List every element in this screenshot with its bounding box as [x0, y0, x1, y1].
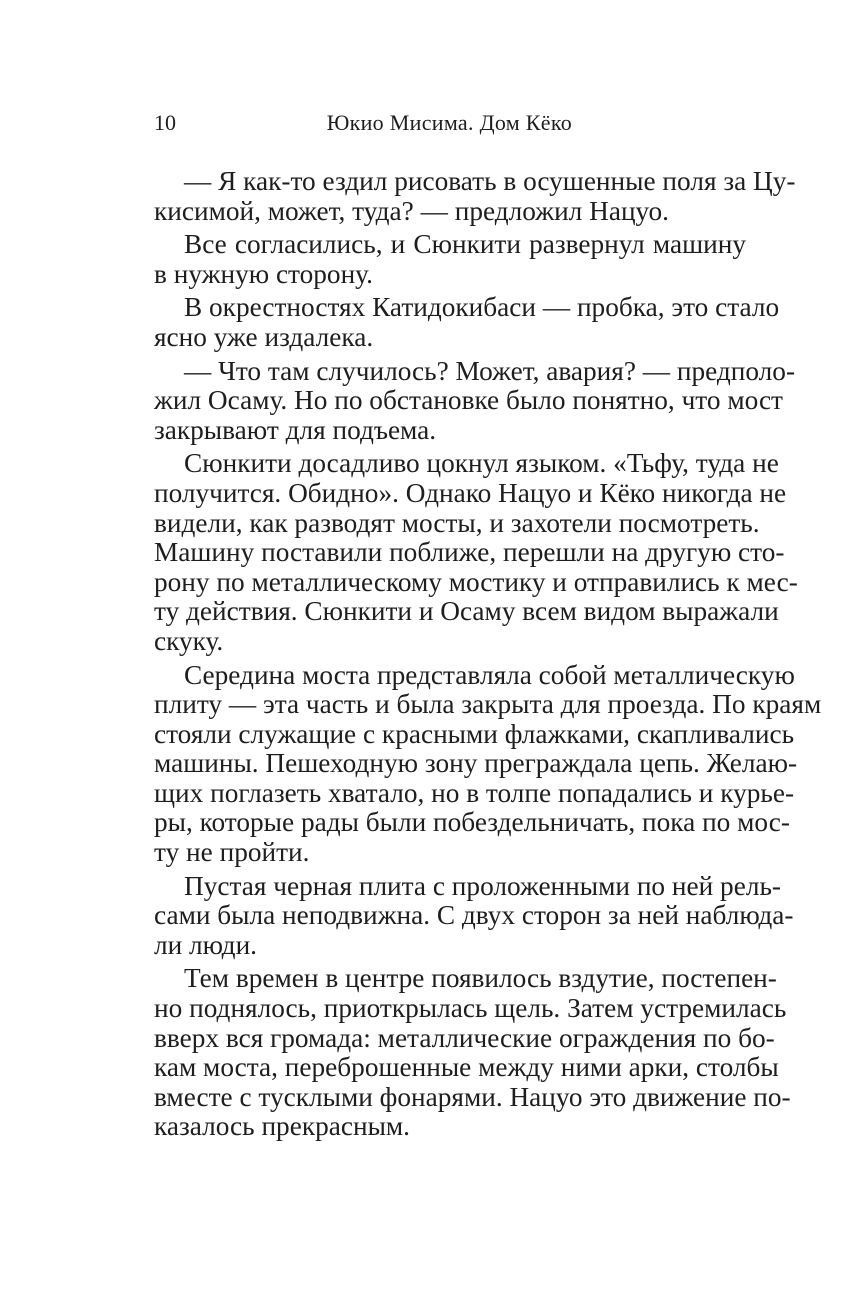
text-line: машины. Пешеходную зону преграждала цепь. Желаю-	[154, 748, 798, 779]
text-line: ту не пройти.	[154, 837, 310, 868]
text-line: щих поглазеть хватало, но в толпе попадались и курье-	[154, 777, 795, 808]
text-line: В окрестностях Катидокибаси — пробка, это стало	[184, 292, 780, 323]
text-line: вместе с тусклыми фонарями. Нацуо это движение по-	[154, 1081, 791, 1112]
text-line: ли люди.	[154, 929, 258, 960]
text-line: — Я как-то ездил рисовать в осушенные поля за Цу-	[184, 166, 796, 196]
text-line: видели, как разводят мосты, и захотели посмотреть.	[154, 507, 760, 538]
text-line: сами была неподвижна. С двух сторон за ней наблюда-	[154, 900, 794, 931]
text-line: жил Осаму. Но по обстановке было понятно, что мост	[154, 385, 783, 416]
text-line: — Что там случилось? Может, авария? — предполо-	[184, 355, 796, 386]
text-line: ясно уже издалека.	[154, 321, 374, 352]
text-line: стояли служащие с красными флажками, скапливались	[154, 718, 795, 749]
text-line: Сюнкити досадливо цокнул языком. «Тьфу, туда не	[184, 448, 779, 479]
text-line: Пустая черная плита с проложенными по ней рель-	[184, 870, 781, 901]
text-line: кисимой, может, туда? — предложил Нацуо.	[154, 195, 670, 226]
text-line: плиту — эта часть и была закрыта для проезда. По краям	[154, 689, 822, 720]
text-line: рону по металлическому мостику и отправились к мес-	[154, 566, 798, 597]
text-line: Середина моста представляла собой металлическую	[184, 659, 795, 690]
text-line: Тем времен в центре появилось вздутие, постепен-	[184, 963, 777, 994]
text-line: в нужную сторону.	[154, 258, 373, 289]
page-number: 10	[154, 110, 176, 135]
text-line: вверх вся громада: металлические ограждения по бо-	[154, 1022, 775, 1053]
text-line: но поднялось, приоткрылась щель. Затем устремилась	[154, 993, 787, 1024]
text-line: ры, которые рады были побездельничать, пока по мос-	[154, 807, 790, 838]
text-line: получится. Обидно». Однако Нацуо и Кёко никогда не	[154, 477, 787, 508]
page-header	[154, 109, 572, 137]
running-title: Юкио Мисима. Дом Кёко	[326, 110, 572, 135]
body-text	[154, 166, 822, 1142]
text-line: скуку.	[154, 625, 224, 656]
text-line: ту действия. Сюнкити и Осаму всем видом выражали	[154, 596, 779, 627]
text-line: Машину поставили поближе, перешли на другую сто-	[154, 537, 785, 568]
text-line: казалось прекрасным.	[154, 1111, 411, 1142]
text-line: кам моста, переброшенные между ними арки, столбы	[154, 1052, 779, 1083]
text-line: Все согласились, и Сюнкити развернул машину	[184, 229, 746, 260]
text-line: закрывают для подъема.	[154, 414, 437, 445]
